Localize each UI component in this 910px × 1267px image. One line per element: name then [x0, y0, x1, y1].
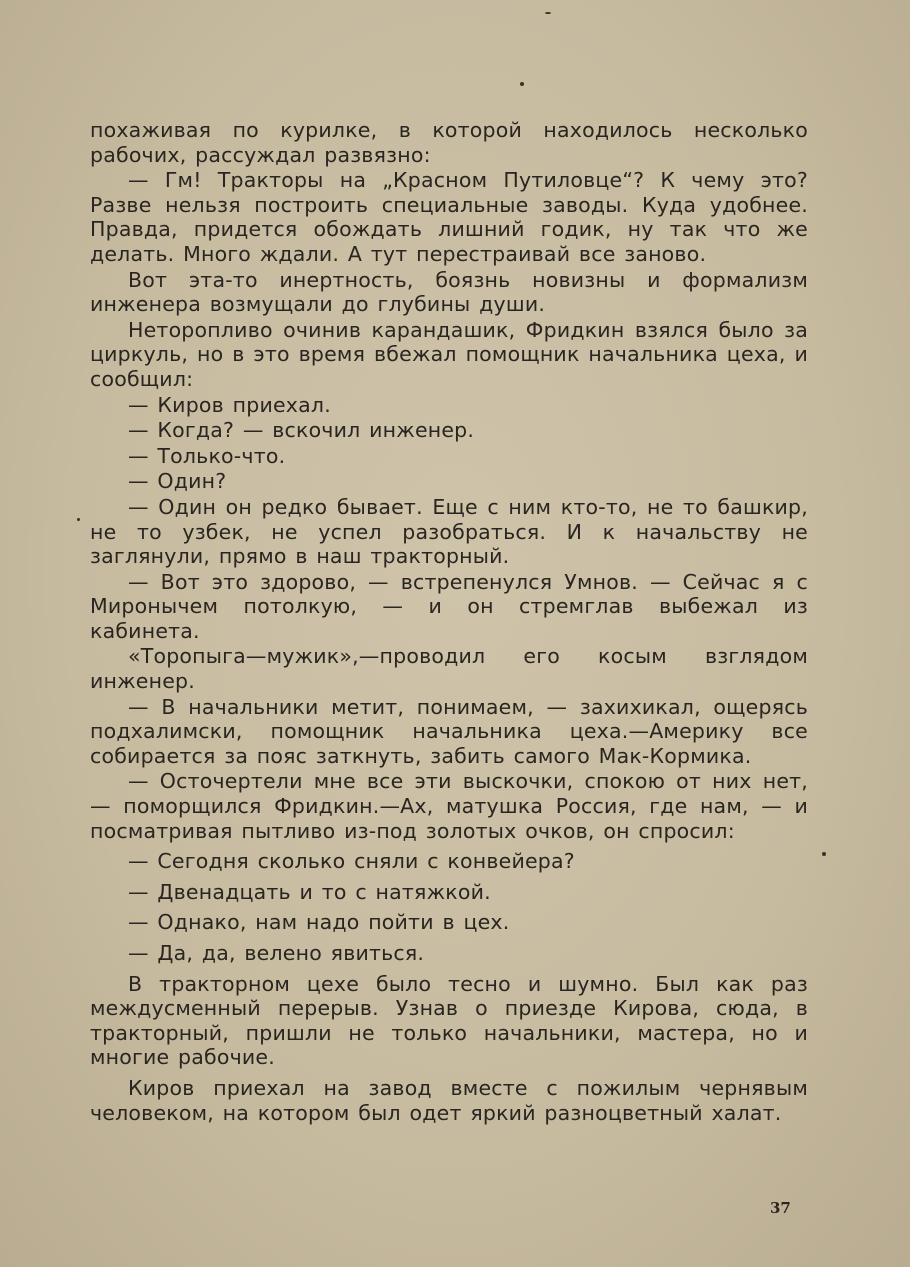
paragraph: — Однако, нам надо пойти в цех. [128, 910, 510, 935]
paragraph: В тракторном цехе было тесно и шумно. Был как раз междусменный перерыв. Узнав о приезде Кирова, сюда, в тракторный, пришли не только начальники, мастера, но и многие рабочие. [90, 971, 808, 1070]
paragraph: — Только-что. [128, 443, 286, 468]
paragraph: — Вот это здорово, — встрепенулся Умнов. — Сейчас я с Миронычем потолкую, — и он стремглав выбежал из кабинета. [90, 569, 808, 643]
paragraph: — Киров приехал. [128, 392, 331, 417]
paragraph: Вот эта-то инертность, боязнь новизны и формализм инженера возмущали до глубины души. [90, 267, 808, 317]
page-number: 37 [770, 1199, 791, 1217]
paragraph: «Торопыга—мужик»,—проводил его косым взглядом инженер. [90, 644, 808, 694]
paragraph: — Когда? — вскочил инженер. [128, 418, 475, 443]
paragraph: — Гм! Тракторы на „Красном Путиловце“? К чему это? Разве нельзя построить специальные заводы. Куда удобнее. Правда, придется обождать лишний годик, ну так что же делать. Много ждали. А тут перестраивай все заново. [90, 168, 808, 266]
paragraph: похаживая по курилке, в которой находилось несколько рабочих, рассуждал развязно: [90, 118, 808, 167]
paragraph: — Один он редко бывает. Еще с ним кто-то, не то башкир, не то узбек, не успел разобраться. И к начальству не заглянули, прямо в наш тракторный. [90, 494, 808, 569]
paragraph: Киров приехал на завод вместе с пожилым чернявым человеком, на котором был одет яркий разноцветный халат. [90, 1075, 808, 1125]
paragraph: — Сегодня сколько сняли с конвейера? [128, 849, 575, 874]
paragraph: — В начальники метит, понимаем, — захихикал, ощерясь подхалимски, помощник начальника цеха.—Америку все собирается за пояс заткнуть, забить самого Мак-Кормика. [90, 694, 808, 768]
paragraph: Неторопливо очинив карандашик, Фридкин взялся было за циркуль, но в это время вбежал помощник начальника цеха, и сообщил: [90, 317, 808, 391]
paragraph: — Да, да, велено явиться. [128, 941, 425, 965]
paragraph: — Двенадцать и то с натяжкой. [128, 879, 491, 904]
ink-speck [77, 518, 80, 521]
ink-speck [545, 12, 551, 14]
paragraph: — Осточертели мне все эти выскочки, спокою от них нет, — поморщился Фридкин.—Ах, матушка Россия, где нам, — и посматривая пытливо из-под золотых очков, он спросил: [90, 769, 808, 843]
body-text [90, 118, 808, 1126]
ink-speck [822, 852, 826, 856]
paragraph: — Один? [128, 469, 227, 494]
ink-speck [520, 82, 524, 86]
